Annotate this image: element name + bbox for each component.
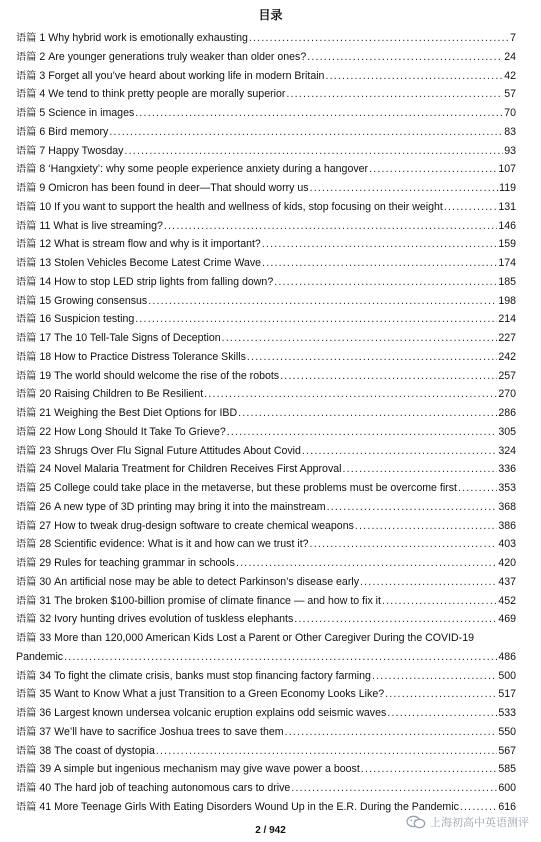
entry-title: A simple but ingenious mechanism may give wave power a boost [54,763,360,776]
entry-page: 70 [504,107,516,119]
entry-page: 198 [498,294,516,307]
entry-prefix: 语篇 [16,576,37,588]
entry-number: 2 [39,50,46,63]
entry-number: 15 [39,294,52,307]
toc-entry[interactable] [16,479,516,498]
entry-prefix: 语篇 [16,708,37,719]
entry-page: 420 [498,557,516,569]
entry-prefix: 语篇 [16,126,37,138]
entry-page: 42 [504,69,516,82]
entry-prefix: 语篇 [16,670,37,682]
entry-title: Forget all you’ve heard about working life in modern Britain [48,69,325,82]
entry-number: 35 [39,688,52,701]
entry-page: 119 [499,182,516,194]
entry-title: How Long Should It Take To Grieve? [54,425,226,438]
toc-entry[interactable] [16,423,516,442]
entry-number: 1 [39,32,46,44]
leader-dots [385,685,497,704]
toc-entry[interactable] [16,67,516,86]
entry-title: To fight the climate crisis, banks must stop financing factory farming [54,669,371,682]
entry-title: What is stream flow and why is it important? [54,238,261,251]
toc-entry[interactable] [16,760,516,779]
entry-prefix: 语篇 [16,51,37,63]
toc-entry[interactable] [16,179,516,198]
leader-dots [247,348,497,367]
leader-dots [164,217,497,236]
toc-entry[interactable] [16,704,516,723]
entry-page: 227 [498,332,516,344]
entry-page: 469 [498,613,516,626]
entry-number: 18 [39,350,52,363]
entry-number: 36 [39,707,52,719]
toc-entry[interactable] [16,48,516,67]
entry-prefix: 语篇 [16,108,37,119]
leader-dots [135,104,503,123]
entry-prefix: 语篇 [16,426,37,438]
toc-entry[interactable] [16,723,516,742]
toc-entry[interactable] [16,235,516,254]
entry-prefix: 语篇 [16,389,37,401]
toc-entry[interactable] [16,442,516,461]
entry-prefix: 语篇 [16,539,37,551]
entry-title: The hard job of teaching autonomous cars to drive [54,782,291,794]
entry-prefix: 语篇 [16,464,37,476]
toc-entry[interactable] [16,367,516,386]
toc-entry[interactable] [16,142,516,161]
leader-dots [280,367,497,386]
leader-dots [262,254,497,273]
entry-number: 21 [39,407,52,419]
entry-prefix: 语篇 [16,314,37,326]
leader-dots [294,610,497,629]
entry-page: 257 [498,369,516,382]
entry-title: Stolen Vehicles Become Latest Crime Wave [54,257,262,269]
toc-entry[interactable] [16,460,516,479]
entry-prefix: 语篇 [16,89,37,101]
toc-entry[interactable] [16,85,516,104]
entry-page: 550 [498,725,516,738]
entry-number: 40 [39,782,52,794]
entry-page: 533 [498,707,516,719]
entry-title: Omicron has been found in deer—That should worry us [48,182,309,194]
entry-page: 600 [498,782,516,794]
entry-number: 3 [39,69,46,82]
entry-title: We’ll have to sacrifice Joshua trees to save them [54,725,284,738]
entry-number: 34 [39,669,52,682]
entry-number: 14 [39,275,52,288]
entry-title: Growing consensus [54,294,148,307]
toc-entry[interactable] [16,535,516,554]
entry-page: 585 [498,763,516,776]
entry-title: Bird memory [48,125,109,138]
entry-page: 386 [498,519,516,532]
entry-title: How to tweak drug-design software to create chemical weapons [54,519,354,532]
entry-prefix: 语篇 [16,408,37,419]
entry-prefix: 语篇 [16,183,37,194]
entry-page: 24 [504,50,516,63]
entry-page: 403 [498,538,516,551]
toc-entry[interactable] [16,29,516,48]
toc-entry[interactable] [16,123,516,142]
toc-entry[interactable] [16,592,516,611]
entry-page: 270 [498,388,516,401]
leader-dots [148,292,497,311]
entry-number: 31 [39,594,52,607]
entry-prefix: 语篇 [16,351,37,363]
entry-title: Scientific evidence: What is it and how can we trust it? [54,538,309,551]
wechat-icon [406,815,426,829]
leader-dots [262,235,497,254]
entry-number: 29 [39,557,52,569]
entry-page: 616 [498,800,516,813]
leader-dots [286,85,503,104]
entry-title: A new type of 3D printing may bring it into the mainstream [54,500,326,513]
entry-page: 185 [498,275,516,288]
entry-title: College could take place in the metaverse, but these problems must be overcome first [54,482,457,494]
table-of-contents [16,29,516,817]
entry-title: If you want to support the health and wellness of kids, stop focusing on their weight [54,200,443,213]
entry-number: 8 [39,163,46,176]
entry-prefix: 语篇 [16,164,37,176]
leader-dots [238,404,497,423]
entry-number: 17 [39,332,52,344]
leader-dots [204,385,497,404]
entry-number: 16 [39,313,52,326]
entry-title: Weighing the Best Diet Options for IBD [54,407,238,419]
entry-title: Want to Know What a just Transition to a Green Economy Looks Like? [54,688,385,701]
entry-number: 9 [39,182,46,194]
entry-prefix: 语篇 [16,633,37,644]
entry-page: 567 [498,744,516,757]
toc-title: 目录 [258,8,283,22]
entry-page: 107 [498,163,516,176]
leader-dots [156,742,497,761]
leader-dots [372,667,497,686]
entry-number: 38 [39,744,52,757]
entry-title: The world should welcome the rise of the robots [54,369,280,382]
entry-page: 324 [498,444,516,457]
toc-entry[interactable] [16,292,516,311]
entry-page: 242 [498,350,516,363]
leader-dots [444,198,497,217]
leader-dots [369,160,497,179]
entry-page: 7 [510,32,516,44]
entry-number: 27 [39,519,52,532]
entry-number: 11 [39,219,51,232]
entry-page: 336 [498,463,516,476]
toc-entry[interactable] [16,217,516,236]
entry-title: ‘Hangxiety’: why some people experience anxiety during a hangover [48,163,369,176]
entry-prefix: 语篇 [16,558,37,569]
entry-title: Suspicion testing [54,313,135,326]
toc-entry[interactable] [16,104,516,123]
entry-title: How to Practice Distress Tolerance Skills [54,350,246,363]
entry-title: The broken $100-billion promise of climate finance — and how to fix it [54,594,381,607]
entry-title: Raising Children to Be Resilient [54,388,204,401]
entry-page: 437 [498,575,516,588]
entry-number: 23 [39,444,52,457]
entry-page: 159 [498,238,516,251]
entry-number: 10 [39,200,52,213]
toc-entry[interactable] [16,629,516,667]
entry-prefix: 语篇 [16,33,37,44]
watermark-text: 上海初高中英语测评 [430,816,529,829]
entry-prefix: 语篇 [16,501,37,513]
entry-title: The 10 Tell-Tale Signs of Deception [54,332,221,344]
entry-number: 19 [39,369,52,382]
entry-prefix: 语篇 [16,333,37,344]
entry-page: 146 [498,219,516,232]
entry-number: 12 [39,238,52,251]
leader-dots [325,67,503,86]
leader-dots [291,779,497,798]
entry-title: Novel Malaria Treatment for Children Receives First Approval [54,463,342,476]
entry-number: 7 [39,144,46,157]
entry-prefix: 语篇 [16,764,37,776]
entry-number: 26 [39,500,52,513]
toc-entry[interactable] [16,348,516,367]
entry-page: 517 [498,688,516,701]
leader-dots [227,423,498,442]
toc-entry[interactable] [16,685,516,704]
entry-title: Happy Twosday [48,144,124,157]
toc-entry[interactable] [16,385,516,404]
toc-entry[interactable] [16,254,516,273]
entry-number: 25 [39,482,52,494]
toc-entry[interactable] [16,404,516,423]
entry-title: More Teenage Girls With Eating Disorders Wound Up in the E.R. During the Pandemic [54,800,459,813]
leader-dots [307,48,503,67]
leader-dots [355,517,497,536]
toc-entry[interactable] [16,273,516,292]
entry-page: 174 [498,257,516,269]
toc-entry[interactable] [16,667,516,686]
leader-dots [236,554,497,573]
entry-page: 286 [498,407,516,419]
entry-number: 4 [39,88,46,101]
entry-number: 33 [39,632,52,644]
entry-prefix: 语篇 [16,745,37,757]
entry-page: 500 [498,669,516,682]
entry-page: 214 [498,313,516,326]
entry-page: 305 [498,425,516,438]
leader-dots [310,179,499,198]
toc-entry[interactable] [16,554,516,573]
entry-number: 22 [39,425,52,438]
leader-dots [274,273,497,292]
page-indicator: 2 / 942 [255,825,286,836]
entry-title: How to stop LED strip lights from falling down? [54,275,274,288]
entry-prefix: 语篇 [16,201,37,213]
toc-entry[interactable] [16,573,516,592]
entry-page: 452 [498,594,516,607]
toc-entry[interactable] [16,742,516,761]
entry-title: Are younger generations truly weaker than older ones? [48,50,307,63]
entry-title: The coast of dystopia [54,744,155,757]
toc-entry[interactable] [16,329,516,348]
toc-entry[interactable] [16,610,516,629]
entry-title: An artificial nose may be able to detect Parkinson’s disease early [54,575,360,588]
toc-entry[interactable] [16,310,516,329]
entry-number: 24 [39,463,52,476]
entry-title: Why hybrid work is emotionally exhausting [48,32,248,44]
entry-title-continued: Pandemic [16,650,64,663]
leader-dots [382,592,497,611]
entry-prefix: 语篇 [16,276,37,288]
leader-dots [64,648,497,667]
entry-prefix: 语篇 [16,595,37,607]
entry-number: 20 [39,388,52,401]
leader-dots [109,123,503,142]
watermark [406,814,529,830]
toc-entry[interactable] [16,160,516,179]
entry-page: 83 [504,125,516,138]
leader-dots [222,329,498,348]
entry-prefix: 语篇 [16,614,37,626]
entry-number: 37 [39,725,52,738]
entry-number: 28 [39,538,52,551]
leader-dots [285,723,498,742]
entry-number: 32 [39,613,52,626]
entry-prefix: 语篇 [16,783,37,794]
entry-prefix: 语篇 [16,445,37,457]
toc-entry[interactable] [16,498,516,517]
leader-dots [360,573,497,592]
entry-prefix: 语篇 [16,483,37,494]
entry-prefix: 语篇 [16,520,37,532]
entry-prefix: 语篇 [16,70,37,82]
entry-number: 13 [39,257,52,269]
entry-title: Science in images [48,107,135,119]
leader-dots [458,479,497,498]
entry-title: Rules for teaching grammar in schools [54,557,235,569]
leader-dots [135,310,497,329]
entry-prefix: 语篇 [16,258,37,269]
entry-title: Largest known undersea volcanic eruption explains odd seismic waves [54,707,387,719]
entry-page: 131 [498,200,516,213]
entry-prefix: 语篇 [16,239,37,251]
entry-number: 39 [39,763,52,776]
entry-page: 486 [498,650,516,663]
leader-dots [249,29,509,48]
entry-prefix: 语篇 [16,370,37,382]
entry-page: 93 [504,144,516,157]
entry-prefix: 语篇 [16,801,37,813]
entry-number: 6 [39,125,46,138]
entry-title: We tend to think pretty people are morally superior [48,88,286,101]
entry-prefix: 语篇 [16,726,37,738]
leader-dots [310,535,498,554]
entry-page: 353 [498,482,516,494]
leader-dots [327,498,498,517]
entry-title: Ivory hunting drives evolution of tuskless elephants [54,613,294,626]
entry-number: 30 [39,575,52,588]
entry-title: Shrugs Over Flu Signal Future Attitudes About Covid [54,444,301,457]
leader-dots [302,442,497,461]
leader-dots [343,460,498,479]
toc-entry[interactable] [16,517,516,536]
entry-page: 368 [498,500,516,513]
toc-entry[interactable] [16,779,516,798]
entry-prefix: 语篇 [16,220,37,232]
toc-entry[interactable] [16,198,516,217]
entry-prefix: 语篇 [16,145,37,157]
leader-dots [387,704,497,723]
entry-prefix: 语篇 [16,689,37,701]
entry-title: What is live streaming? [53,219,163,232]
leader-dots [124,142,503,161]
entry-number: 5 [39,107,46,119]
leader-dots [361,760,498,779]
entry-page: 57 [504,88,516,101]
entry-prefix: 语篇 [16,295,37,307]
entry-title: More than 120,000 American Kids Lost a Parent or Other Caregiver During the COVID-19 [54,632,475,644]
entry-number: 41 [39,800,52,813]
